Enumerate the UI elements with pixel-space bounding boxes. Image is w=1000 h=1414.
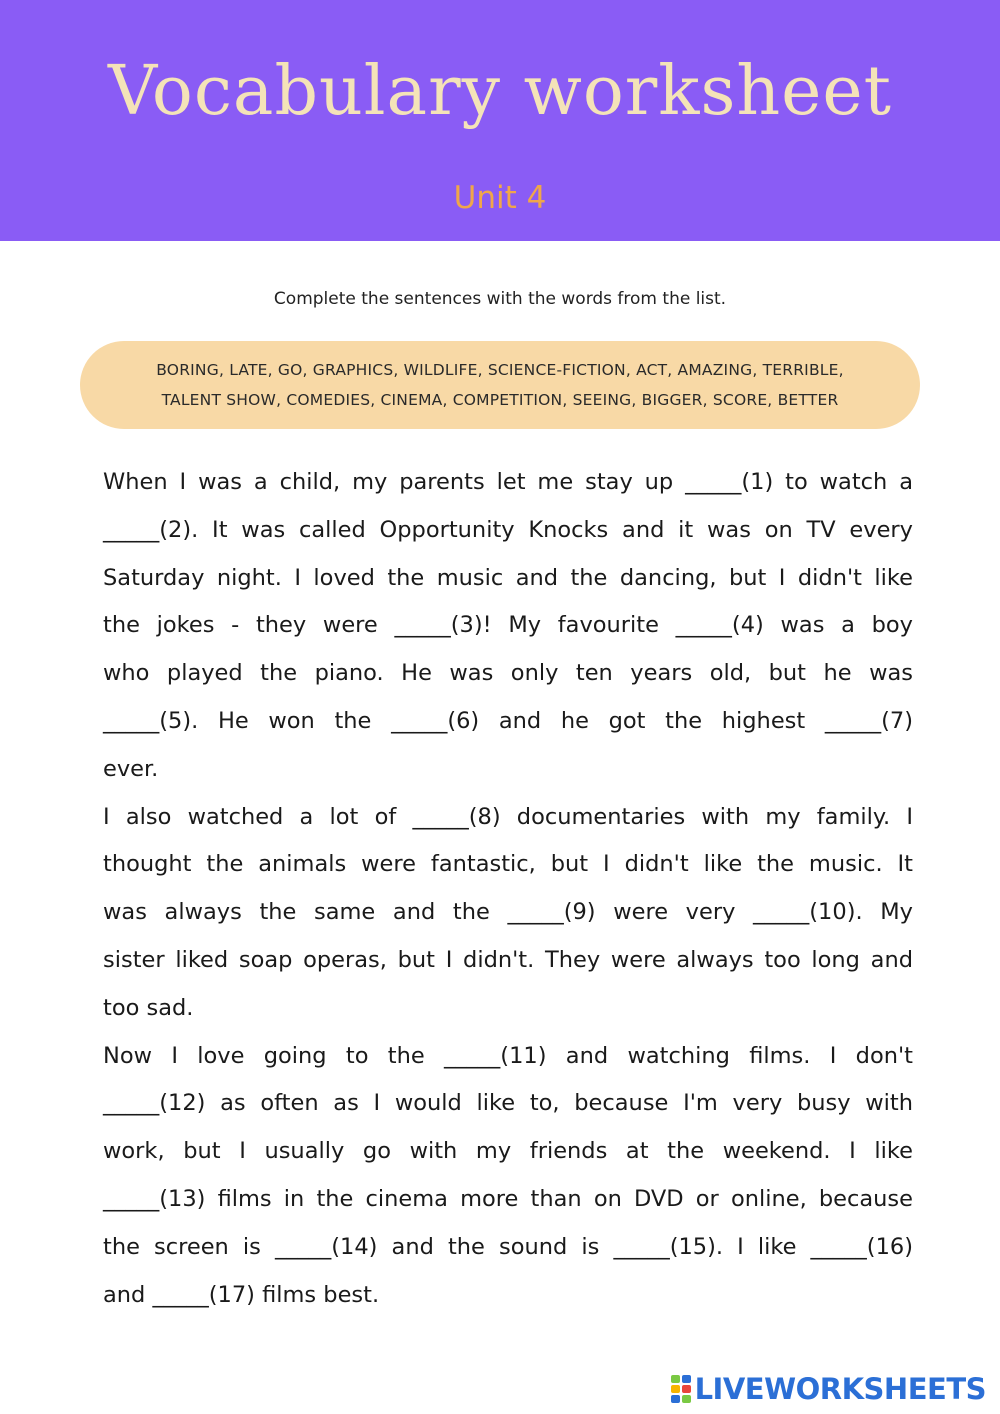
liveworksheets-logo-icon [671,1375,691,1403]
gap-fill-text [103,459,913,1319]
text-line: and _____(17) films best. [103,1281,380,1308]
text-line: sister liked soap operas, but I didn't. They were always too long and [103,946,913,973]
text-line: who played the piano. He was only ten years old, but he was [103,660,913,687]
text-line: thought the animals were fantastic, but I didn't like the music. It [103,851,913,878]
text-line: too sad. [103,994,194,1021]
brand-name: LIVEWORKSHEETS [694,1372,986,1406]
text-line: was always the same and the _____(9) were very _____(10). My [103,899,913,926]
unit-subtitle: Unit 4 [453,180,547,216]
text-line: I also watched a lot of _____(8) documentaries with my family. I [103,803,913,830]
paragraph-3 [103,1033,913,1320]
liveworksheets-footer[interactable] [671,1372,986,1406]
text-line: _____(12) as often as I would like to, because I'm very busy with [103,1090,913,1117]
paragraph-1 [103,459,913,794]
text-line: _____(5). He won the _____(6) and he got the highest _____(7) [103,707,913,734]
header-banner [0,0,1000,241]
text-line: the screen is _____(14) and the sound is _____(15). I like _____(16) [103,1233,913,1260]
word-list-box [80,341,920,429]
instructions: Complete the sentences with the words from the list. [273,289,727,309]
text-line: work, but I usually go with my friends at the weekend. I like [103,1138,913,1165]
paragraph-2 [103,794,913,1033]
word-list-line: TALENT SHOW, COMEDIES, CINEMA, COMPETITION, SEEING, BIGGER, SCORE, BETTER [161,391,839,409]
page-title: Vocabulary worksheet [108,52,892,131]
word-list-line: BORING, LATE, GO, GRAPHICS, WILDLIFE, SCIENCE-FICTION, ACT, AMAZING, TERRIBLE, [156,361,844,379]
text-line: the jokes - they were _____(3)! My favourite _____(4) was a boy [103,612,913,639]
text-line: ever. [103,755,159,782]
text-line: Now I love going to the _____(11) and watching films. I don't [103,1042,913,1069]
text-line: When I was a child, my parents let me stay up _____(1) to watch a [103,469,913,495]
text-line: _____(13) films in the cinema more than on DVD or online, because [103,1185,913,1212]
text-line: _____(2). It was called Opportunity Knocks and it was on TV every [103,516,913,543]
text-line: Saturday night. I loved the music and the dancing, but I didn't like [103,564,913,591]
